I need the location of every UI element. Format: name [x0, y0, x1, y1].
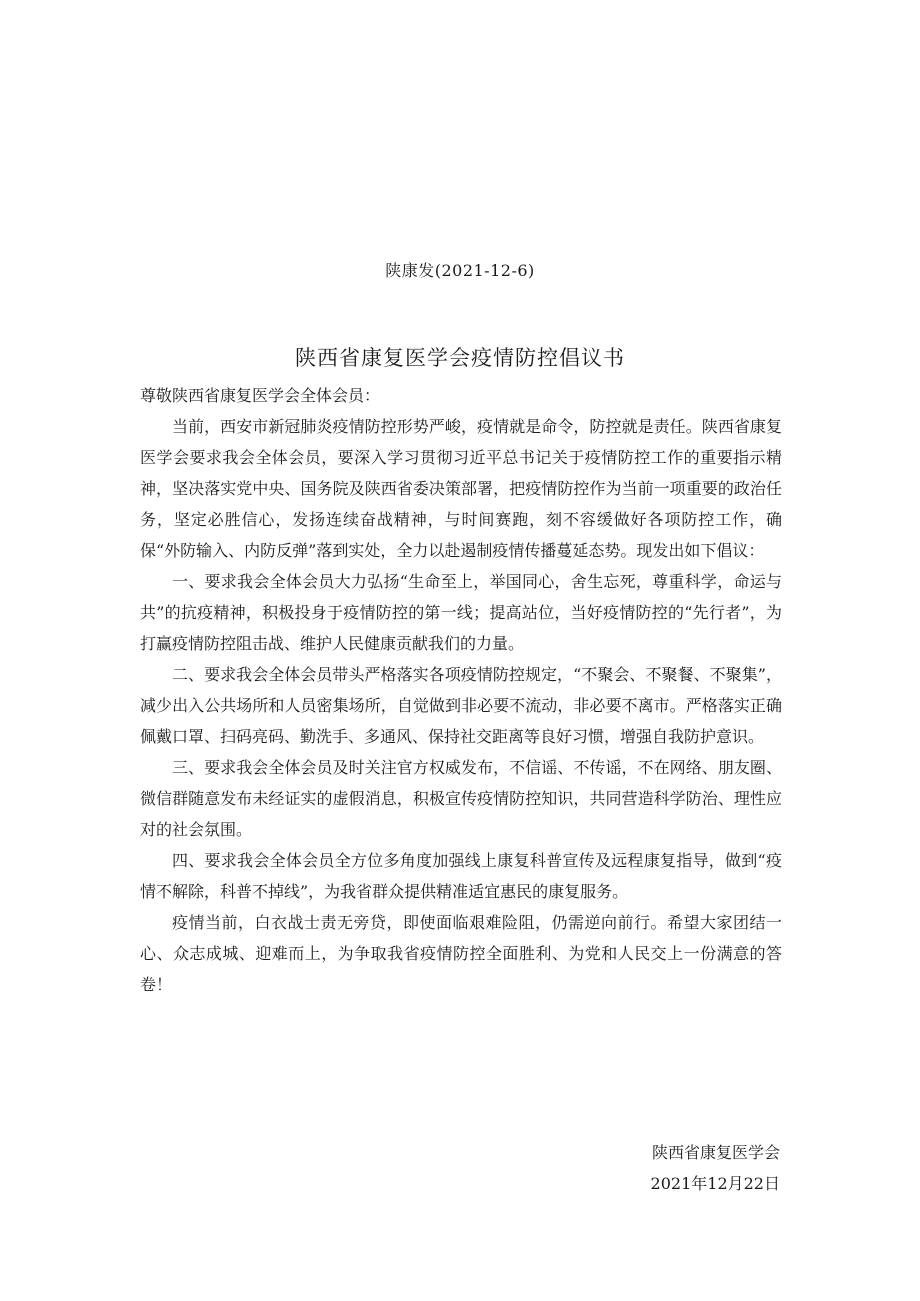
paragraph-proposal-2: 二、要求我会全体会员带头严格落实各项疫情防控规定，“不聚会、不聚餐、不聚集”，减少出入公共场所和人员密集场所，自觉做到非必要不流动，非必要不离市。严格落实正确佩戴口罩、扫码亮码、勤洗手、多通风、保持社交距离等良好习惯，增强自我防护意识。	[140, 665, 782, 746]
paragraph-proposal-1: 一、要求我会全体会员大力弘扬“生命至上，举国同心，舍生忘死，尊重科学，命运与共”的抗疫精神，积极投身于疫情防控的第一线；提高站位，当好疫情防控的“先行者”，为打赢疫情防控阻击战、维护人民健康贡献我们的力量。	[140, 572, 782, 653]
salutation: 尊敬陕西省康复医学会全体会员：	[140, 386, 381, 405]
document-body	[140, 380, 782, 1000]
paragraph-intro: 当前，西安市新冠肺炎疫情防控形势严峻，疫情就是命令，防控就是责任。陕西省康复医学会要求我会全体会员，要深入学习贯彻习近平总书记关于疫情防控工作的重要指示精神，坚决落实党中央、国务院及陕西省委决策部署，把疫情防控作为当前一项重要的政治任务，坚定必胜信心，发扬连续奋战精神，与时间赛跑，刻不容缓做好各项防控工作，确保“外防输入、内防反弹”落到实处，全力以赴遏制疫情传播蔓延态势。现发出如下倡议：	[140, 417, 782, 560]
paragraph-closing: 疫情当前，白衣战士责无旁贷，即使面临艰难险阻，仍需逆向前行。希望大家团结一心、众志成城、迎难而上，为争取我省疫情防控全面胜利、为党和人民交上一份满意的答卷！	[140, 913, 782, 994]
paragraph-proposal-3: 三、要求我会全体会员及时关注官方权威发布，不信谣、不传谣，不在网络、朋友圈、微信群随意发布未经证实的虚假消息，积极宣传疫情防控知识，共同营造科学防治、理性应对的社会氛围。	[140, 758, 782, 839]
paragraph-proposal-4: 四、要求我会全体会员全方位多角度加强线上康复科普宣传及远程康复指导，做到“疫情不解除，科普不掉线”，为我省群众提供精准适宜惠民的康复服务。	[140, 851, 782, 901]
document-number: 陕康发(2021-12-6)	[385, 261, 535, 280]
document-title: 陕西省康复医学会疫情防控倡议书	[295, 346, 625, 370]
signature-date: 2021年12月22日	[650, 1174, 780, 1193]
signature-organization: 陕西省康复医学会	[651, 1143, 780, 1162]
